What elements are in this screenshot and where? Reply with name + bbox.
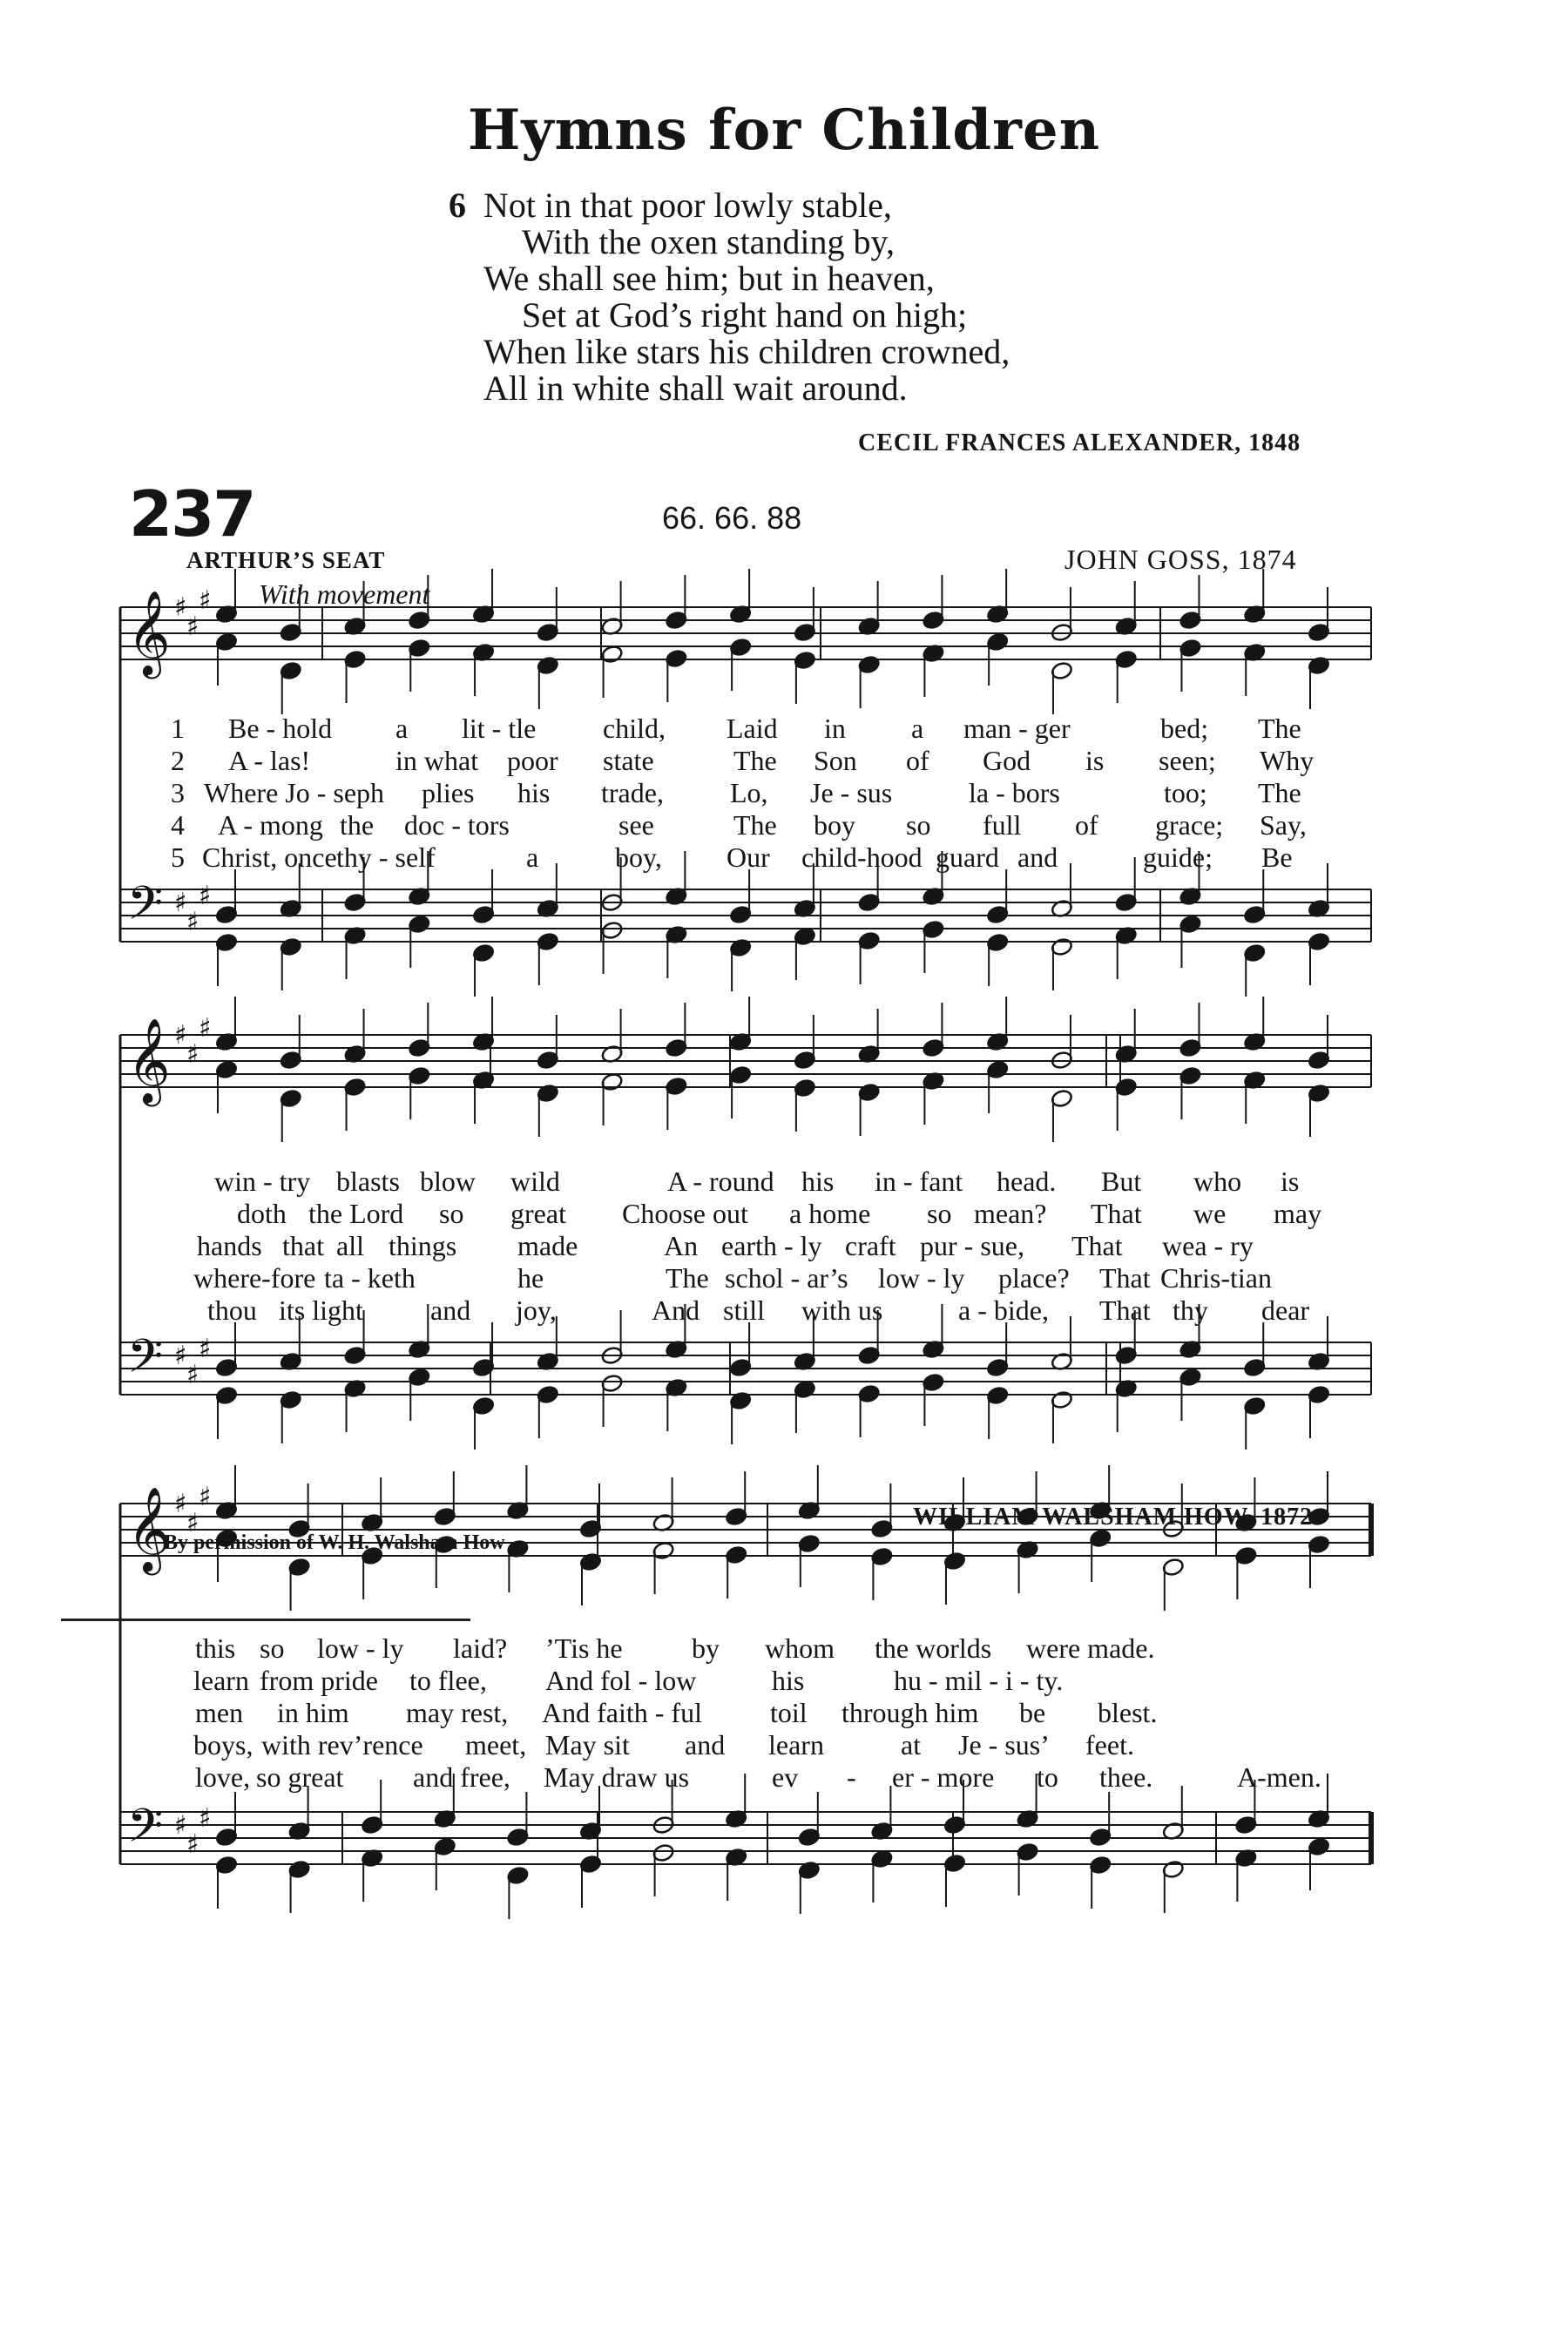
syllable: learn: [768, 1729, 824, 1761]
syllable: er - more: [892, 1761, 995, 1793]
syllable: the Lord: [308, 1198, 404, 1229]
stanza-line: We shall see him; but in heaven,: [483, 259, 935, 298]
sharp-icon: ♯: [174, 1341, 187, 1371]
syllable: That: [1099, 1262, 1151, 1294]
syllable: boys,: [193, 1729, 253, 1761]
syllable: his: [801, 1166, 835, 1197]
syllable: doc - tors: [404, 809, 510, 841]
syllable: trade,: [601, 777, 664, 808]
syllable: poor: [507, 745, 558, 776]
syllable: A - round: [667, 1166, 774, 1197]
syllable: and: [1017, 841, 1058, 873]
treble-clef-icon: 𝄞: [127, 1017, 171, 1103]
syllable: this: [195, 1632, 236, 1664]
bass-clef-icon: 𝄢: [127, 1800, 164, 1864]
syllable: may rest,: [406, 1697, 509, 1728]
syllable: ’Tis he: [545, 1632, 623, 1664]
syllable: is: [1085, 745, 1105, 776]
syllable: Lo,: [730, 777, 768, 808]
syllable: with rev’rence: [261, 1729, 423, 1761]
syllable: An: [664, 1230, 699, 1261]
syllable: too;: [1164, 777, 1207, 808]
syllable: and: [685, 1729, 726, 1761]
syllable: in him: [277, 1697, 349, 1728]
syllable: in - fant: [875, 1166, 963, 1197]
verse-number: 4: [171, 809, 185, 841]
syllable: his: [772, 1665, 805, 1696]
syllable: Say,: [1260, 809, 1307, 841]
treble-staff: [120, 1013, 1371, 1106]
syllable: things: [389, 1230, 457, 1261]
syllable: Laid: [727, 713, 778, 744]
syllable: be: [1019, 1697, 1046, 1728]
syllable: doth: [237, 1198, 287, 1229]
syllable: That: [1071, 1230, 1123, 1261]
syllable: and: [430, 1294, 471, 1326]
stanza-line: With the oxen standing by,: [522, 222, 895, 261]
syllable: toil: [770, 1697, 808, 1728]
syllable: the worlds: [875, 1632, 992, 1664]
syllable: state: [603, 745, 654, 776]
syllable: win - try: [214, 1166, 311, 1197]
syllable: May sit: [545, 1729, 630, 1761]
syllable: boy,: [615, 841, 662, 873]
syllable: plies: [422, 777, 475, 808]
syllable: May draw us: [544, 1761, 690, 1793]
syllable: through him: [841, 1697, 979, 1728]
syllable: guide;: [1143, 841, 1213, 873]
syllable: full: [983, 809, 1022, 841]
sharp-icon: ♯: [199, 1803, 212, 1834]
syllable: who: [1193, 1166, 1242, 1197]
syllable: mean?: [974, 1198, 1047, 1229]
sharp-icon: ♯: [186, 907, 199, 937]
syllable: bed;: [1160, 713, 1209, 744]
syllable: low - ly: [878, 1262, 965, 1294]
treble-clef-icon: 𝄞: [127, 1486, 171, 1571]
stanza-line: Not in that poor lowly stable,: [483, 186, 892, 225]
stanza-number: 6: [449, 186, 466, 225]
syllable: dear: [1261, 1294, 1310, 1326]
syllable: so: [439, 1198, 464, 1229]
syllable: so great: [256, 1761, 344, 1793]
syllable: And faith - ful: [542, 1697, 702, 1728]
syllable: pur - sue,: [920, 1230, 1024, 1261]
sharp-icon: ♯: [186, 1508, 199, 1538]
sharp-icon: ♯: [186, 612, 199, 642]
syllable: great: [510, 1198, 566, 1229]
syllable: Christ, once: [202, 841, 337, 873]
syllable: is: [1281, 1166, 1300, 1197]
syllable: meet,: [465, 1729, 527, 1761]
syllable: place?: [998, 1262, 1070, 1294]
syllable: a: [395, 713, 409, 744]
sharp-icon: ♯: [174, 1489, 187, 1519]
stanza-line: Set at God’s right hand on high;: [522, 295, 968, 335]
sharp-icon: ♯: [174, 1810, 187, 1841]
syllable: Son: [814, 745, 857, 776]
syllable: the: [340, 809, 375, 841]
syllable: ta - keth: [324, 1262, 416, 1294]
syllable: all: [336, 1230, 364, 1261]
syllable: But: [1101, 1166, 1142, 1197]
syllable: The: [1258, 777, 1301, 808]
sharp-icon: ♯: [186, 1829, 199, 1860]
syllable: That: [1099, 1294, 1151, 1326]
sharp-icon: ♯: [199, 1334, 212, 1364]
syllable: a: [526, 841, 539, 873]
syllable: Be: [1261, 841, 1293, 873]
sharp-icon: ♯: [174, 1020, 187, 1051]
syllable: God: [983, 745, 1031, 776]
syllable: The: [733, 745, 777, 776]
footer-rule: [61, 1619, 470, 1621]
syllable: ev: [772, 1761, 799, 1793]
syllable: The: [733, 809, 777, 841]
syllable: schol - ar’s: [725, 1262, 848, 1294]
syllable: head.: [997, 1166, 1057, 1197]
syllable: wild: [510, 1166, 560, 1197]
bass-clef-icon: 𝄢: [127, 1330, 164, 1395]
syllable: child-hood: [801, 841, 923, 873]
syllable: wea - ry: [1162, 1230, 1254, 1261]
syllable: The: [666, 1262, 709, 1294]
syllable: to: [1037, 1761, 1058, 1793]
syllable: man - ger: [963, 713, 1071, 744]
syllable: a home: [789, 1198, 871, 1229]
preceding-author-credit: CECIL FRANCES ALEXANDER, 1848: [858, 429, 1301, 456]
syllable: boy: [814, 809, 855, 841]
syllable: he: [517, 1262, 544, 1294]
syllable: thy: [1173, 1294, 1208, 1326]
syllable: guard: [936, 841, 999, 873]
syllable: child,: [603, 713, 666, 744]
syllable: Our: [727, 841, 770, 873]
syllable: low - ly: [317, 1632, 404, 1664]
syllable: blow: [420, 1166, 476, 1197]
syllable: Je - sus’: [958, 1729, 1050, 1761]
syllable: A - mong: [218, 809, 323, 841]
permission-footnote: By permission of W. H. Walsham How: [164, 1531, 505, 1554]
syllable: where-fore: [193, 1262, 316, 1294]
syllable: in: [824, 713, 846, 744]
tempo-marking: With movement: [259, 578, 430, 610]
syllable: made: [517, 1230, 578, 1261]
syllable: thee.: [1099, 1761, 1153, 1793]
syllable: its light: [279, 1294, 363, 1326]
syllable: so: [906, 809, 931, 841]
syllable: of: [1075, 809, 1098, 841]
bass-clef-icon: 𝄢: [127, 877, 164, 942]
verse-number: 5: [171, 841, 185, 873]
stanza-line: When like stars his children crowned,: [483, 332, 1010, 371]
tune-name: ARTHUR’S SEAT: [186, 547, 386, 573]
sharp-icon: ♯: [199, 1482, 212, 1512]
syllable: may: [1274, 1198, 1322, 1229]
syllable: were made.: [1026, 1632, 1155, 1664]
syllable: hu - mil - i - ty.: [894, 1665, 1064, 1696]
sharp-icon: ♯: [199, 585, 212, 616]
verse-number: 3: [171, 777, 185, 808]
syllable: Why: [1260, 745, 1315, 776]
syllable: Where Jo - seph: [204, 777, 385, 808]
syllable: And: [652, 1294, 700, 1326]
syllable: so: [927, 1198, 952, 1229]
syllable: in what: [395, 745, 479, 776]
sharp-icon: ♯: [174, 888, 187, 918]
syllable: with us: [801, 1294, 883, 1326]
sharp-icon: ♯: [186, 1360, 199, 1390]
syllable: A - las!: [228, 745, 311, 776]
text-author-credit: WILLIAM WALSHAM HOW, 1872: [913, 1504, 1314, 1531]
verse-number: 1: [171, 713, 185, 744]
sharp-icon: ♯: [174, 592, 187, 623]
syllable: whom: [765, 1632, 835, 1664]
hymn-number: 237: [129, 477, 255, 551]
treble-clef-icon: 𝄞: [127, 590, 171, 675]
syllable: a - bide,: [958, 1294, 1049, 1326]
treble-staff: [120, 585, 1371, 679]
syllable: seen;: [1159, 745, 1216, 776]
syllable: that: [282, 1230, 324, 1261]
syllable: and free,: [413, 1761, 510, 1793]
syllable: Chris-tian: [1160, 1262, 1272, 1294]
sharp-icon: ♯: [186, 1039, 199, 1070]
syllable: see: [618, 809, 654, 841]
syllable: thy - self: [336, 841, 436, 873]
sharp-icon: ♯: [199, 881, 212, 911]
syllable: grace;: [1155, 809, 1224, 841]
syllable: Je - sus: [810, 777, 893, 808]
syllable: we: [1193, 1198, 1227, 1229]
verse-number: 2: [171, 745, 185, 776]
syllable: of: [906, 745, 929, 776]
syllable: feet.: [1085, 1729, 1134, 1761]
syllable: A-men.: [1237, 1761, 1321, 1793]
syllable: thou: [207, 1294, 257, 1326]
syllable: laid?: [453, 1632, 508, 1664]
syllable: joy,: [516, 1294, 557, 1326]
page-header: Hymns for Children: [467, 98, 1101, 163]
syllable: That: [1091, 1198, 1142, 1229]
syllable: hands: [197, 1230, 262, 1261]
syllable: Be - hold: [228, 713, 333, 744]
syllable: blest.: [1098, 1697, 1158, 1728]
meter: 66. 66. 88: [662, 500, 802, 536]
syllable: And fol - low: [545, 1665, 697, 1696]
stanza-line: All in white shall wait around.: [483, 368, 908, 408]
syllable: from pride: [260, 1665, 378, 1696]
syllable: Choose out: [622, 1198, 748, 1229]
syllable: craft: [845, 1230, 896, 1261]
syllable: men: [195, 1697, 244, 1728]
syllable: learn: [193, 1665, 249, 1696]
syllable: at: [901, 1729, 922, 1761]
syllable: The: [1258, 713, 1301, 744]
syllable: blasts: [336, 1166, 400, 1197]
syllable: love,: [195, 1761, 251, 1793]
syllable: -: [847, 1761, 856, 1793]
syllable: earth - ly: [721, 1230, 822, 1261]
sharp-icon: ♯: [199, 1013, 212, 1044]
composer-credit: JOHN GOSS, 1874: [1064, 544, 1297, 575]
syllable: la - bors: [969, 777, 1060, 808]
syllable: to flee,: [409, 1665, 487, 1696]
syllable: a: [911, 713, 924, 744]
syllable: lit - tle: [462, 713, 537, 744]
syllable: so: [260, 1632, 285, 1664]
syllable: by: [692, 1632, 720, 1664]
syllable: still: [723, 1294, 766, 1326]
syllable: his: [517, 777, 551, 808]
